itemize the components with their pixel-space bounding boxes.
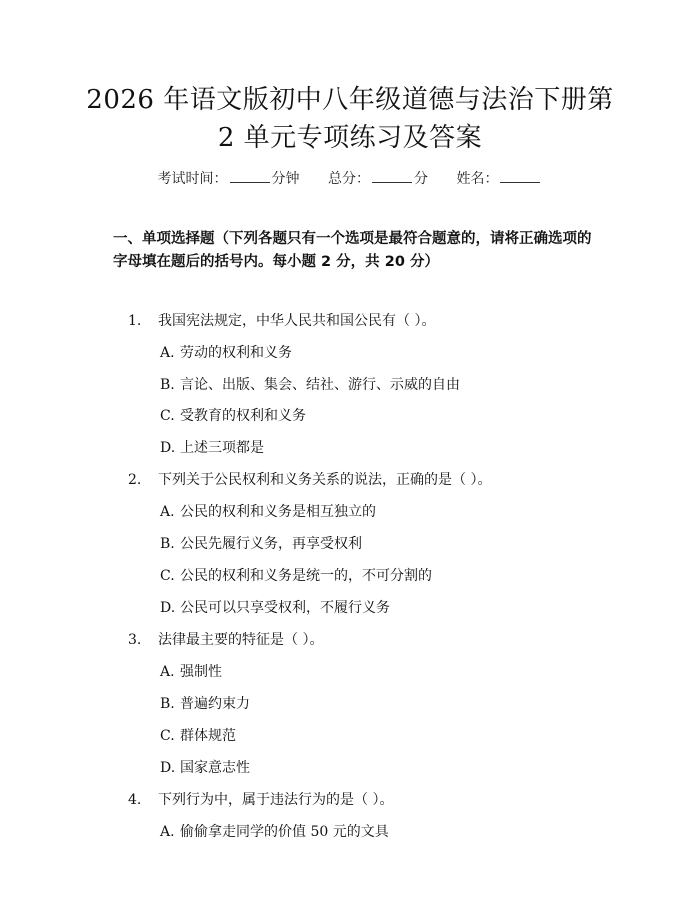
option-2b	[160, 534, 362, 554]
option-2d	[160, 598, 390, 618]
score-blank	[372, 168, 412, 183]
option-letter: C.	[160, 408, 175, 424]
question-number: 1.	[128, 313, 142, 329]
name-blank	[500, 168, 540, 183]
question-text: 下列行为中，属于违法行为的是（ ）。	[158, 792, 394, 808]
time-unit: 分钟	[271, 171, 300, 187]
option-1a	[160, 343, 292, 363]
option-letter: B.	[160, 536, 175, 552]
exam-meta	[0, 168, 700, 189]
question-2	[128, 470, 491, 490]
section-heading: 一、单项选择题（下列各题只有一个选项是最符合题意的，请将正确选项的字母填在题后的括号内。每小题 2 分，共 20 分）	[113, 231, 592, 270]
option-3d	[160, 758, 250, 778]
option-text: 公民的权利和义务是相互独立的	[180, 504, 376, 520]
option-letter: A.	[160, 824, 175, 840]
score-label: 总分：	[328, 171, 370, 187]
question-number: 3.	[128, 632, 142, 648]
option-2a	[160, 502, 376, 522]
option-text: 公民可以只享受权利，不履行义务	[180, 600, 390, 616]
option-text: 上述三项都是	[180, 440, 264, 456]
option-letter: D.	[160, 440, 176, 456]
question-3	[128, 630, 323, 650]
name-label: 姓名：	[456, 171, 499, 187]
option-4a	[160, 822, 389, 842]
option-text: 言论、出版、集会、结社、游行、示威的自由	[180, 377, 460, 393]
option-3b	[160, 694, 250, 714]
option-text: 强制性	[180, 664, 222, 680]
option-text: 劳动的权利和义务	[180, 345, 292, 361]
option-letter: A.	[160, 664, 175, 680]
exam-name	[456, 168, 542, 189]
time-label: 考试时间：	[157, 171, 228, 187]
question-text: 我国宪法规定，中华人民共和国公民有（ ）。	[158, 313, 436, 329]
question-text: 法律最主要的特征是（ ）。	[158, 632, 324, 648]
score-unit: 分	[414, 171, 428, 187]
option-letter: C.	[160, 568, 175, 584]
option-3c	[160, 726, 236, 746]
option-letter: B.	[160, 696, 175, 712]
option-text: 偷偷拿走同学的价值 50 元的文具	[180, 824, 389, 840]
page-title-line2: 2 单元专项练习及答案	[217, 123, 483, 153]
question-number: 4.	[128, 792, 142, 808]
option-letter: D.	[160, 760, 176, 776]
option-letter: D.	[160, 600, 176, 616]
option-1c	[160, 406, 306, 426]
option-letter: A.	[160, 345, 175, 361]
option-1d	[160, 438, 264, 458]
time-blank	[230, 168, 270, 183]
option-letter: A.	[160, 504, 175, 520]
option-text: 公民先履行义务，再享受权利	[180, 536, 362, 552]
question-4	[128, 790, 393, 810]
option-text: 公民的权利和义务是统一的，不可分割的	[180, 568, 432, 584]
option-text: 普遍约束力	[180, 696, 250, 712]
exam-time	[158, 168, 300, 189]
option-3a	[160, 662, 222, 682]
option-text: 群体规范	[180, 728, 236, 744]
question-1	[128, 311, 435, 331]
question-number: 2.	[128, 472, 142, 488]
exam-score	[328, 168, 428, 189]
option-text: 国家意志性	[180, 760, 250, 776]
option-1b	[160, 375, 460, 395]
page-title-line1: 2026 年语文版初中八年级道德与法治下册第	[86, 85, 614, 115]
option-letter: C.	[160, 728, 175, 744]
option-2c	[160, 566, 432, 586]
option-text: 受教育的权利和义务	[180, 408, 306, 424]
option-letter: B.	[160, 377, 175, 393]
question-text: 下列关于公民权利和义务关系的说法，正确的是（ ）。	[158, 472, 492, 488]
